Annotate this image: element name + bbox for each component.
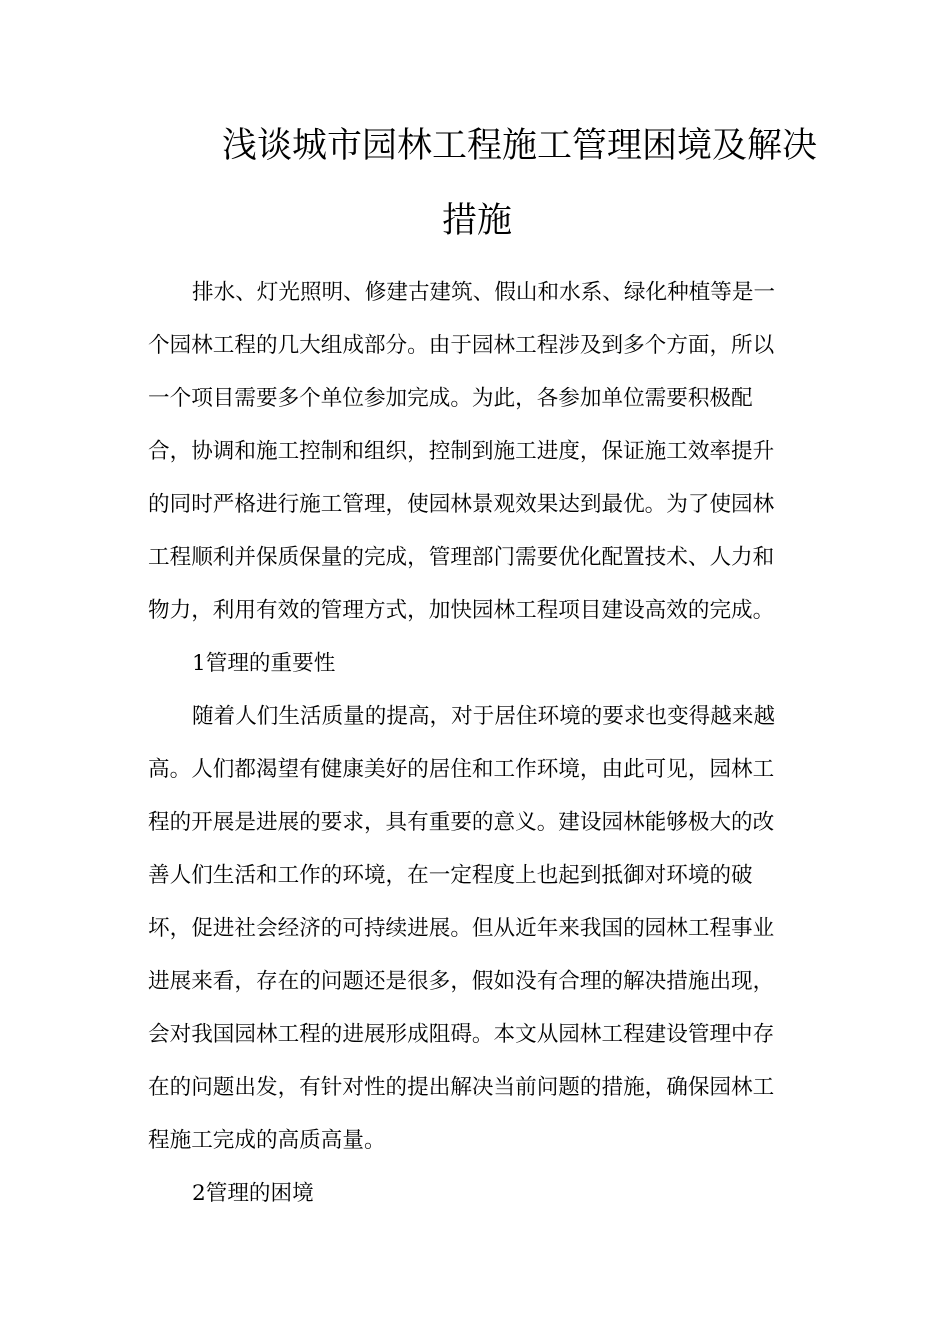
- section-1-paragraph-line: 高。人们都渴望有健康美好的居住和工作环境，由此可见，园林工: [148, 757, 775, 782]
- intro-paragraph-line: 工程顺利并保质保量的完成，管理部门需要优化配置技术、人力和: [148, 545, 775, 570]
- section-1-paragraph-line: 程的开展是进展的要求，具有重要的意义。建设园林能够极大的改: [148, 810, 775, 835]
- intro-paragraph-line: 合，协调和施工控制和组织，控制到施工进度，保证施工效率提升: [148, 439, 775, 464]
- section-1-paragraph-line: 会对我国园林工程的进展形成阻碍。本文从园林工程建设管理中存: [148, 1022, 775, 1047]
- section-heading-2: 2管理的困境: [192, 1181, 314, 1206]
- intro-paragraph-line: 个园林工程的几大组成部分。由于园林工程涉及到多个方面，所以: [148, 333, 775, 358]
- intro-paragraph-line: 的同时严格进行施工管理，使园林景观效果达到最优。为了使园林: [148, 492, 775, 517]
- section-heading-1: 1管理的重要性: [192, 651, 336, 676]
- section-1-paragraph-line: 程施工完成的高质高量。: [148, 1128, 386, 1153]
- section-1-paragraph-line: 进展来看，存在的问题还是很多，假如没有合理的解决措施出现，: [148, 969, 775, 994]
- document-title-line-1: 浅谈城市园林工程施工管理困境及解决: [222, 126, 818, 166]
- intro-paragraph-line: 物力，利用有效的管理方式，加快园林工程项目建设高效的完成。: [148, 598, 775, 623]
- intro-paragraph-line: 一个项目需要多个单位参加完成。为此，各参加单位需要积极配: [148, 386, 753, 411]
- section-1-paragraph-line: 善人们生活和工作的环境，在一定程度上也起到抵御对环境的破: [148, 863, 753, 888]
- section-1-paragraph-line: 随着人们生活质量的提高，对于居住环境的要求也变得越来越: [192, 704, 776, 729]
- document-title-line-2: 措施: [442, 201, 513, 241]
- intro-paragraph-line: 排水、灯光照明、修建古建筑、假山和水系、绿化种植等是一: [192, 280, 776, 305]
- section-1-paragraph-line: 坏，促进社会经济的可持续进展。但从近年来我国的园林工程事业: [148, 916, 775, 941]
- section-1-paragraph-line: 在的问题出发，有针对性的提出解决当前问题的措施，确保园林工: [148, 1075, 775, 1100]
